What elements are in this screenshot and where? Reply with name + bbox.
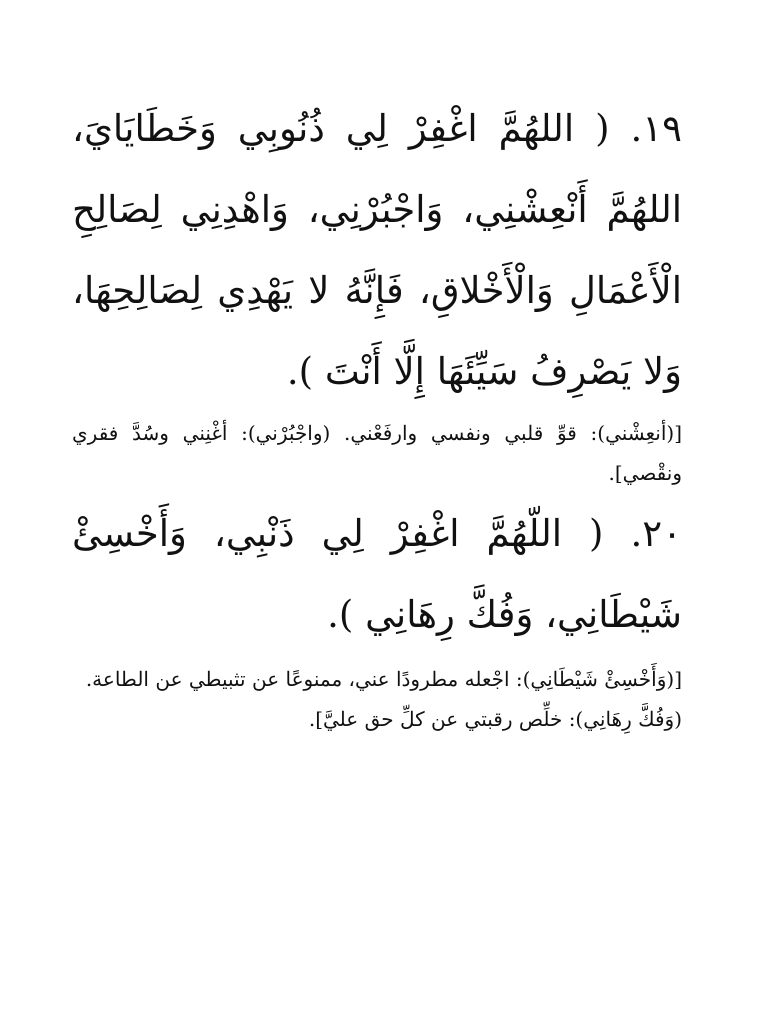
page-content (72, 88, 682, 739)
dua-20-text: ٢٠. ( اللّهُمَّ اغْفِرْ لِي ذَنْبِي، وَأَخْسِئْ شَيْطَانِي، وَفُكَّ رِهَانِي ). (72, 512, 682, 636)
dua-20-explanation-1: [(وَأَخْسِئْ شَيْطَانِي): اجْعله مطرودًا عني، ممنوعًا عن تثبيطي عن الطاعة. (85, 667, 682, 691)
dua-20-explanation-2: (وَفُكَّ رِهَانِي): خلِّص رقبتي عن كلِّ حق عليَّ]. (308, 707, 682, 731)
dua-19-text: ١٩. ( اللهُمَّ اغْفِرْ لِي ذُنُوبِي وَخَطَايَايَ، اللهُمَّ أَنْعِشْنِي، وَاجْبُرْنِي، وَاهْدِنِي لِصَالِحِ الْأَعْمَالِ وَالْأَخْلاقِ، فَإِنَّهُ لا يَهْدِي لِصَالِحِهَا، وَلا يَصْرِفُ سَيِّئَهَا إِلَّا أَنْتَ ). (72, 107, 682, 393)
dua-19-explanation: [(أنعِشْني): قوِّ قلبي ونفسي وارفَعْني. (واجْبُرْني): أغْنِني وسُدَّ فقري ونقْصي]. (72, 421, 682, 485)
